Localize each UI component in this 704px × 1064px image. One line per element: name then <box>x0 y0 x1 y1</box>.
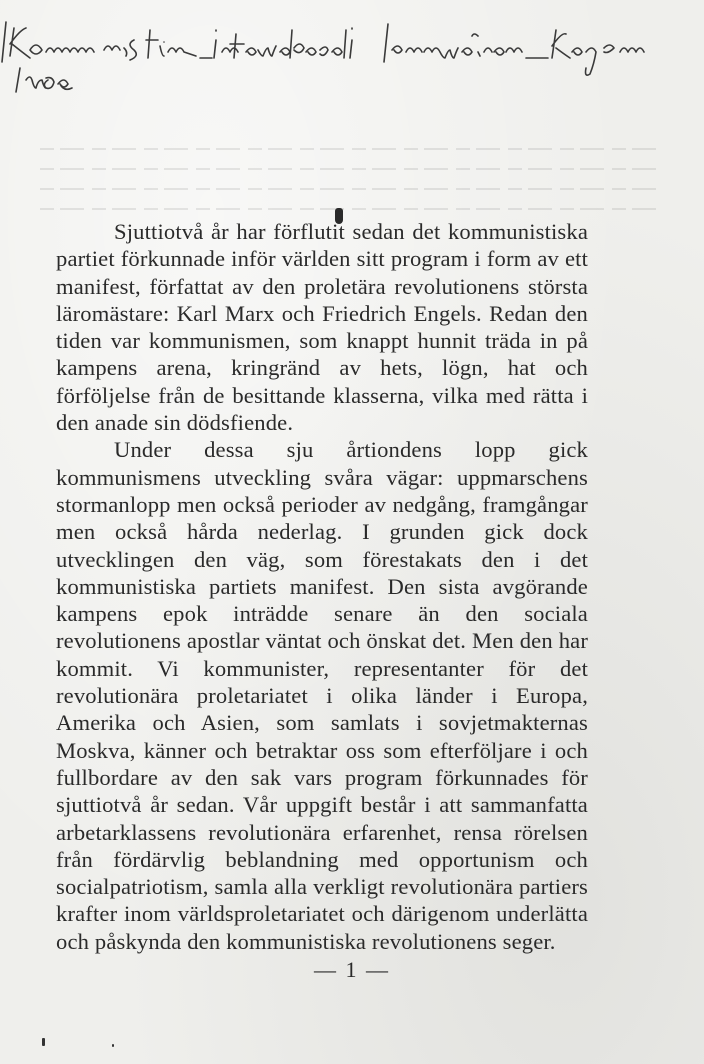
handwritten-annotation <box>0 0 704 110</box>
page-number: — 1 — <box>314 957 390 982</box>
manifest-body <box>56 218 588 955</box>
svg-text:Kommunistiska internationalens: Kommunistiska internationalens manifest <box>140 20 157 21</box>
show-through-text <box>40 130 660 220</box>
paragraph-1: Sjuttiotvå år har förflutit sedan det kommunistiska partiet förkunnade inför världen sitt program i form av ett manifest, författat av den proletära revolutionens största läromästare: Karl Marx och Friedrich Engels. Redan den tiden var kommunismen, som knappt hunnit träda in på kampens arena, kringränd av hets, lögn, hat och förföljelse från de besittande klasserna, vilka med rätta i den anade sin dödsfiende. <box>56 219 588 436</box>
svg-text:1919: 1919 <box>140 90 142 91</box>
paragraph-2: Under dessa sju årtiondens lopp gick kommunismens utveckling svåra vägar: uppmarschens stormanlopp men också perioder av nedgång, framgångar men också hårda nederlag. I grunden gick dock utvecklingen den väg, som förestakats den i det kommunistiska partiets manifest. Den sista avgörande kampens epok inträdde senare än den sociala revolutionens apostlar väntat och önskat det. Men den har kommit. Vi kommunister, representanter för det revolutionära proletariatet i olika länder i Europa, Amerika och Asien, som samlats i sovjetmakternas Moskva, känner och betraktar oss som efterföljare i och fullbordare av den sak vars program förkunnades för sjuttiotvå år sedan. Vår uppgift består i att sammanfatta arbetarklassens revolutionära erfarenhet, rensa rörelsen från fördärvlig beblandning med opportunism och socialpatriotism, samla alla verkligt revolutionära partiers krafter inom världsproletariatet och därigenom underlätta och påskynda den kommunistiska revolutionens seger. <box>56 437 588 954</box>
